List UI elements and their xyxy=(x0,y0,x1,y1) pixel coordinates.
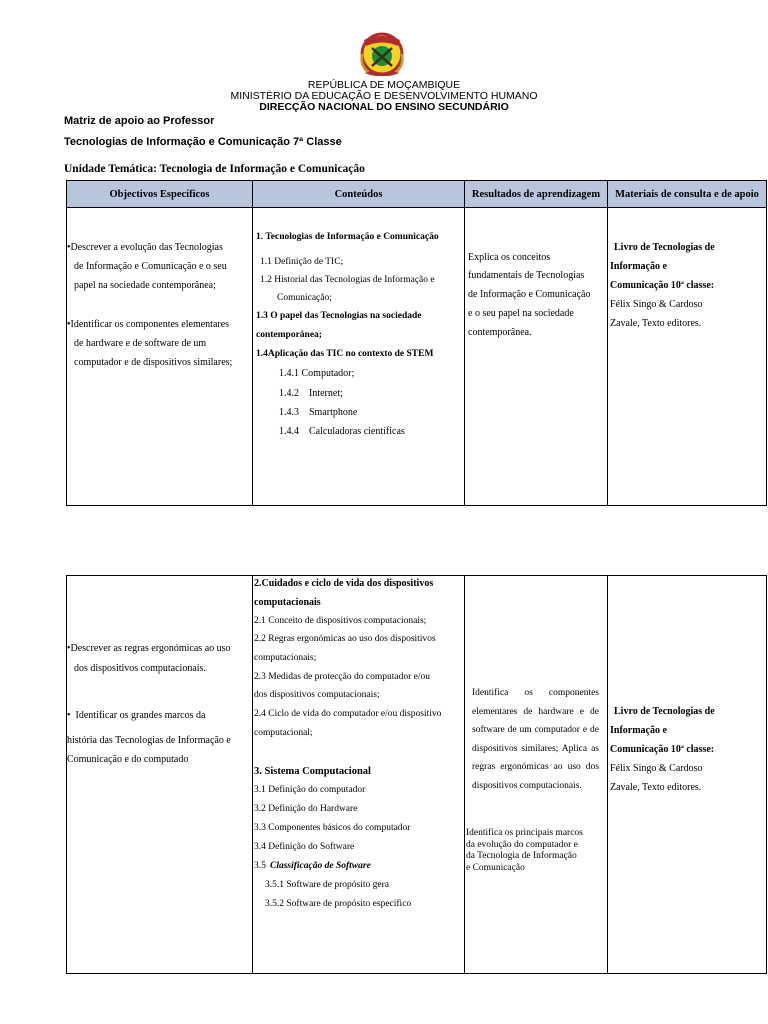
t1-materials-cell xyxy=(608,208,767,506)
content-heading: contemporânea; xyxy=(256,330,322,340)
list-item: Explica os conceitos xyxy=(468,252,551,263)
header-ministry: MINISTÉRIO DA EDUCAÇÃO E DESENVOLVIMENTO HUMANO xyxy=(230,90,538,102)
list-item: computador e de dispositivos similares; xyxy=(74,357,233,368)
content-heading: 1.3 O papel das Tecnologias na sociedade xyxy=(256,311,422,321)
t2-objectives-cell xyxy=(67,576,253,974)
list-item: contemporânea. xyxy=(468,327,532,338)
list-item: 1.4.3 Smartphone xyxy=(279,407,358,418)
header-directorate: DIRECÇÃO NACIONAL DO ENSINO SECUNDÁRIO xyxy=(259,101,509,113)
list-item: 2.1 Conceito de dispositivos computacionais; xyxy=(254,616,427,626)
header-objectives: Objectivos Específicos xyxy=(67,181,253,208)
list-item: 1.4.2 Internet; xyxy=(279,388,343,399)
list-item: 1.1 Definição de TIC; xyxy=(260,257,344,267)
list-item: Félix Singo & Cardoso xyxy=(610,763,703,774)
list-item: dos dispositivos computacionais; xyxy=(254,690,380,700)
header-results: Resultados de aprendizagem xyxy=(465,181,608,208)
content-heading: 2.Cuidados e ciclo de vida dos dispositivos xyxy=(254,578,434,589)
list-item: Comunicação 10ª classe: xyxy=(610,744,715,755)
list-item: Zavale, Texto editores. xyxy=(610,782,702,793)
list-item: Comunicação; xyxy=(277,293,332,303)
list-item: Comunicação e do computado xyxy=(67,754,189,765)
list-item: Classificação de Software xyxy=(270,861,371,871)
content-heading: 1.4Aplicação das TIC no contexto de STEM xyxy=(256,349,434,359)
list-item: 3.5.1 Software de propósito gera xyxy=(265,880,389,890)
list-item: 2.2 Regras ergonómicas ao uso dos dispositivos xyxy=(254,634,436,644)
list-item: Comunicação 10ª classe: xyxy=(610,280,715,291)
t2-results-cell xyxy=(465,576,608,974)
list-item: 2.3 Medidas de protecção do computador e/ou xyxy=(254,672,430,682)
header-contents: Conteúdos xyxy=(253,181,465,208)
table-1 xyxy=(66,180,767,506)
doc-unit: Unidade Temática: Tecnologia de Informação e Comunicação xyxy=(64,163,365,175)
list-item: •Descrever as regras ergonómicas ao uso xyxy=(67,643,231,654)
list-item: 3.1 Definição do computador xyxy=(254,785,366,795)
list-item: de Informação e Comunicação e o seu xyxy=(74,261,227,272)
list-item: 1.4.4 Calculadoras científicas xyxy=(279,426,405,437)
table-2 xyxy=(66,575,767,974)
list-item: Identifica os principais marcos xyxy=(466,828,583,838)
list-item: •Descrever a evolução das Tecnologias xyxy=(67,242,223,253)
list-item: da Tecnologia de Informação xyxy=(466,851,577,861)
list-item: 3.2 Definição do Hardware xyxy=(254,804,358,814)
list-item: Livro de Tecnologias de xyxy=(614,242,715,253)
list-item: Félix Singo & Cardoso xyxy=(610,299,703,310)
results-paragraph: Identifica os componentes elementares de hardware e de software de um computador e de dispositivos similares; Aplica as regras ergonómicas ao uso dos dispositivos computacionais. xyxy=(472,688,599,791)
list-item: •Identificar os componentes elementares xyxy=(67,319,230,330)
list-item: papel na sociedade contemporânea; xyxy=(74,280,216,291)
list-item: de hardware e de software de um xyxy=(74,338,207,349)
list-item: Zavale, Texto editores. xyxy=(610,318,702,329)
list-item: dos dispositivos computacionais. xyxy=(74,663,206,674)
content-heading: 1. Tecnologias de Informação e Comunicação xyxy=(256,232,439,242)
list-item: 1.2 Historial das Tecnologias de Informação e xyxy=(260,275,435,285)
list-item: computacionais; xyxy=(254,653,317,663)
t1-contents-cell xyxy=(253,208,465,506)
doc-course: Tecnologias de Informação e Comunicação 7ª Classe xyxy=(64,136,342,148)
list-item: Informação e xyxy=(610,261,667,272)
national-emblem-icon xyxy=(358,30,406,76)
list-item: 3.4 Definição do Software xyxy=(254,842,355,852)
t2-contents-cell xyxy=(253,576,465,974)
list-item: 3.3 Componentes básicos do computador xyxy=(254,823,411,833)
list-item: 3.5.2 Software de propósito específico xyxy=(265,899,412,909)
list-item: e Comunicação xyxy=(466,863,525,873)
list-item: 2.4 Ciclo de vida do computador e/ou dispositivo xyxy=(254,709,442,719)
list-item: Informação e xyxy=(610,725,667,736)
t1-results-cell xyxy=(465,208,608,506)
doc-subtitle: Matriz de apoio ao Professor xyxy=(64,115,215,127)
t1-objectives-cell xyxy=(67,208,253,506)
content-heading: computacionais xyxy=(254,597,321,608)
list-item-number: 3.5 xyxy=(254,861,266,871)
list-item: computacional; xyxy=(254,728,313,738)
list-item: fundamentais de Tecnologias xyxy=(468,270,585,281)
list-item: 1.4.1 Computador; xyxy=(279,368,355,379)
list-item: história das Tecnologias de Informação e xyxy=(67,735,231,746)
list-item: da evolução do computador e xyxy=(466,840,578,850)
list-item: Livro de Tecnologias de xyxy=(614,706,715,717)
t2-materials-cell xyxy=(608,576,767,974)
list-item: e o seu papel na sociedade xyxy=(468,308,574,319)
header-republic: REPÚBLICA DE MOÇAMBIQUE xyxy=(307,79,461,91)
list-item: de Informação e Comunicação xyxy=(468,289,591,300)
header-materials: Materiais de consulta e de apoio xyxy=(608,181,767,208)
content-heading: 3. Sistema Computacional xyxy=(254,766,371,777)
list-item: • Identificar os grandes marcos da xyxy=(67,710,206,721)
